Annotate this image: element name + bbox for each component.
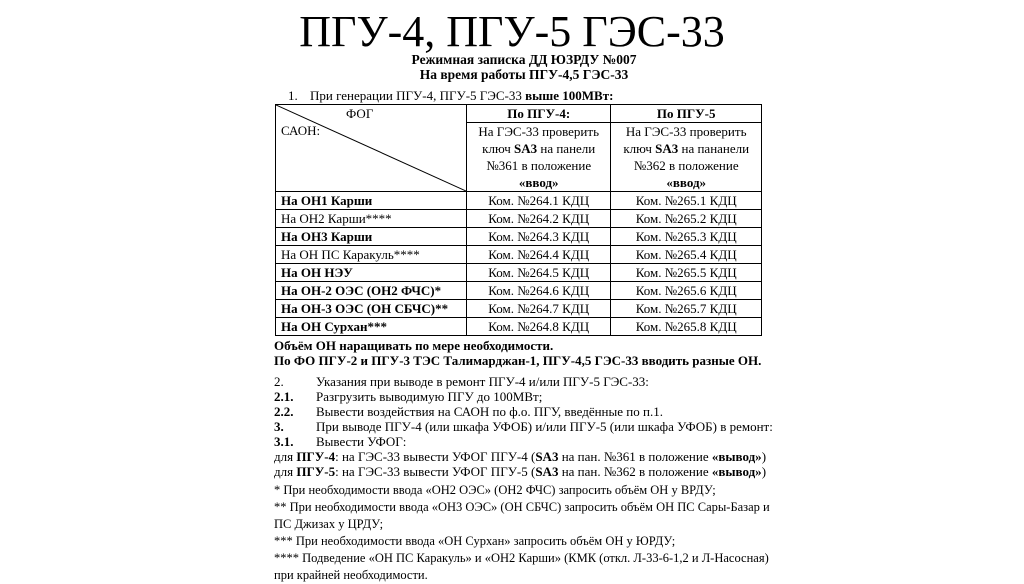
footnote: ** При необходимости ввода «ОН3 ОЭС» (ОН СБЧС) запросить объём ОН ПС Сары-Базар и ПС Джизах у ЦРДУ;: [274, 500, 770, 531]
text-part: ПГУ-4: [296, 449, 336, 464]
text-part: для: [274, 464, 297, 479]
pgu5-command-cell: Ком. №265.4 КДЦ: [611, 246, 762, 264]
item-3: [274, 419, 774, 434]
row-name-cell: На ОН-3 ОЭС (ОН СБЧС)**: [276, 300, 467, 318]
subheader-line: «ввод»: [666, 175, 707, 190]
pgu4-command-cell: Ком. №264.2 КДЦ: [467, 210, 611, 228]
item-number: 2.1.: [274, 389, 294, 404]
table-row: [276, 282, 762, 300]
protection-table: [275, 104, 762, 336]
pgu4-command-cell: Ком. №264.6 КДЦ: [467, 282, 611, 300]
footnote: * При необходимости ввода «ОН2 ОЭС» (ОН2 ФЧС) запросить объём ОН у ВРДУ;: [274, 483, 716, 497]
line-pgu4: [274, 449, 774, 464]
corner-label-saon: САОН:: [281, 123, 321, 138]
table-row: [276, 300, 762, 318]
pgu4-command-cell: Ком. №264.3 КДЦ: [467, 228, 611, 246]
column-header-pgu5: По ПГУ-5: [611, 105, 762, 123]
text-part: ): [761, 449, 767, 464]
item-text-bold: выше 100МВт:: [525, 88, 614, 103]
item-number: 2.: [274, 374, 284, 389]
subheader-line: На ГЭС-33 проверить: [478, 124, 600, 139]
item-text: Указания при выводе в ремонт ПГУ-4 и/или ПГУ-5 ГЭС-33:: [316, 374, 649, 389]
corner-label-fog: ФОГ: [346, 106, 374, 121]
pgu5-command-cell: Ком. №265.3 КДЦ: [611, 228, 762, 246]
subheader-line: №361 в положение: [486, 158, 592, 173]
item-3-1: [274, 434, 774, 449]
column-subheader-pgu5: [611, 123, 762, 192]
pgu4-command-cell: Ком. №264.4 КДЦ: [467, 246, 611, 264]
column-header-pgu4: По ПГУ-4:: [467, 105, 611, 123]
text-part: для: [274, 449, 297, 464]
document-body: [274, 52, 774, 584]
row-name-cell: На ОН Сурхан***: [276, 318, 467, 336]
table-row: [276, 210, 762, 228]
row-name-cell: На ОН НЭУ: [276, 264, 467, 282]
text-part: ): [761, 464, 767, 479]
item-2-2: [274, 404, 774, 419]
bold-note-1: Объём ОН наращивать по мере необходимости.: [274, 338, 554, 353]
text-part: ПГУ-5: [296, 464, 336, 479]
item-number: 3.1.: [274, 434, 294, 449]
text-part: на пан. №361 в положение: [558, 449, 712, 464]
pgu5-command-cell: Ком. №265.1 КДЦ: [611, 192, 762, 210]
pgu4-command-cell: Ком. №264.5 КДЦ: [467, 264, 611, 282]
item-2-1: [274, 389, 774, 404]
instructions: [274, 374, 774, 479]
item-number: 2.2.: [274, 404, 294, 419]
row-name-cell: На ОН2 Карши****: [276, 210, 467, 228]
footnote: **** Подведение «ОН ПС Каракуль» и «ОН2 Карши» (КМК (откл. Л-33-6-1,2 и Л-Насосная) при крайней необходимости.: [274, 551, 769, 582]
pgu5-command-cell: Ком. №265.8 КДЦ: [611, 318, 762, 336]
pgu5-command-cell: Ком. №265.5 КДЦ: [611, 264, 762, 282]
text-part: «вывод»: [711, 464, 762, 479]
pgu5-command-cell: Ком. №265.7 КДЦ: [611, 300, 762, 318]
text-part: : на ГЭС-33 вывести УФОГ ПГУ-4 (: [335, 449, 536, 464]
item-text: Вывести УФОГ:: [316, 434, 407, 449]
item-number: 3.: [274, 419, 284, 434]
item-number: 1.: [288, 88, 298, 103]
item-text: Разгрузить выводимую ПГУ до 100МВт;: [316, 389, 543, 404]
doc-heading-1: Режимная записка ДД ЮЗРДУ №007: [411, 52, 637, 67]
text-part: SA3: [535, 464, 559, 479]
row-name-cell: На ОН3 Карши: [276, 228, 467, 246]
subheader-line: «ввод»: [518, 175, 559, 190]
table-corner-cell: [276, 105, 467, 192]
pgu4-command-cell: Ком. №264.1 КДЦ: [467, 192, 611, 210]
bold-note-2: По ФО ПГУ-2 и ПГУ-3 ТЭС Талимарджан-1, ПГУ-4,5 ГЭС-33 вводить разные ОН.: [274, 353, 762, 368]
pgu5-command-cell: Ком. №265.2 КДЦ: [611, 210, 762, 228]
text-part: SA3: [535, 449, 559, 464]
text-part: на пан. №362 в положение: [558, 464, 712, 479]
pgu4-command-cell: Ком. №264.7 КДЦ: [467, 300, 611, 318]
doc-heading-2: На время работы ПГУ-4,5 ГЭС-33: [419, 67, 629, 82]
footnote: *** При необходимости ввода «ОН Сурхан» запросить объём ОН у ЮРДУ;: [274, 534, 676, 548]
item-text: Вывести воздействия на САОН по ф.о. ПГУ, введённые по п.1.: [316, 404, 663, 419]
pgu5-command-cell: Ком. №265.6 КДЦ: [611, 282, 762, 300]
item-text: При генерации ПГУ-4, ПГУ-5 ГЭС-33: [310, 88, 522, 103]
subheader-line: №362 в положение: [633, 158, 739, 173]
slide-title: ПГУ-4, ПГУ-5 ГЭС-33: [299, 7, 725, 56]
subheader-line: На ГЭС-33 проверить: [625, 124, 747, 139]
footnotes: [274, 482, 774, 584]
subheader-line: ключ SA3 на панели: [482, 141, 596, 156]
item-text: При выводе ПГУ-4 (или шкафа УФОБ) и/или ПГУ-5 (или шкафа УФОБ) в ремонт:: [316, 419, 773, 434]
row-name-cell: На ОН1 Карши: [276, 192, 467, 210]
pgu4-command-cell: Ком. №264.8 КДЦ: [467, 318, 611, 336]
item-1: [274, 88, 774, 103]
table-row: [276, 192, 762, 210]
item-2: [274, 374, 774, 389]
text-part: «вывод»: [711, 449, 762, 464]
subheader-line: ключ SA3 на пананели: [623, 141, 750, 156]
table-rows: [276, 192, 762, 336]
table-row: [276, 246, 762, 264]
line-pgu5: [274, 464, 774, 479]
table-row: [276, 264, 762, 282]
table-row: [276, 318, 762, 336]
row-name-cell: На ОН ПС Каракуль****: [276, 246, 467, 264]
table-row: [276, 228, 762, 246]
row-name-cell: На ОН-2 ОЭС (ОН2 ФЧС)*: [276, 282, 467, 300]
column-subheader-pgu4: [467, 123, 611, 192]
text-part: : на ГЭС-33 вывести УФОГ ПГУ-5 (: [335, 464, 536, 479]
